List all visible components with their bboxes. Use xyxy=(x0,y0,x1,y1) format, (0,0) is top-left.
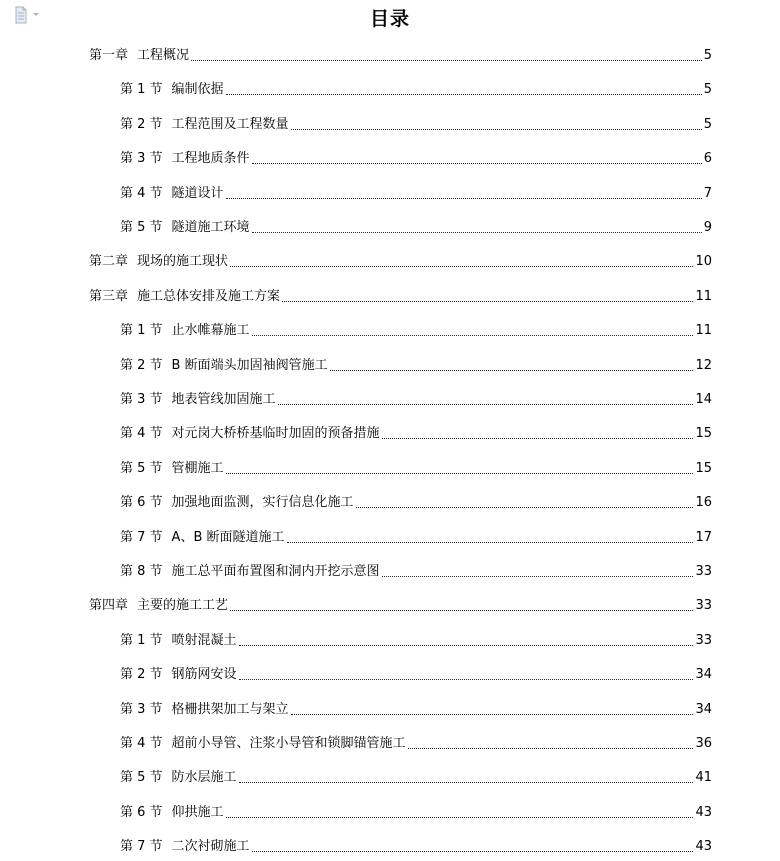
toc-entry[interactable] xyxy=(120,667,712,683)
toc-entry-number: 第 5 节 xyxy=(120,460,163,476)
toc-entry-page: 11 xyxy=(695,288,712,304)
toc-entry-text: 工程范围及工程数量 xyxy=(171,116,289,132)
toc-entry-text: 现场的施工现状 xyxy=(137,254,229,270)
toc-entry-text: 编制依据 xyxy=(171,82,224,98)
toc-entry-text: 施工总平面布置图和洞内开挖示意图 xyxy=(171,564,380,579)
toc-entry-page: 33 xyxy=(695,598,712,614)
toc-entry-page: 14 xyxy=(695,392,712,407)
toc-leader-dots xyxy=(230,266,693,267)
toc-entry[interactable] xyxy=(120,564,712,580)
toc-leader-dots xyxy=(382,576,694,577)
toc-entry[interactable] xyxy=(120,82,712,98)
toc-entry-page: 15 xyxy=(695,460,712,476)
toc-entry-page: 5 xyxy=(703,116,712,132)
toc-entry-number: 第 2 节 xyxy=(120,667,163,683)
toc-entry-text: 止水帷幕施工 xyxy=(171,323,250,339)
toc-entry-number: 第 5 节 xyxy=(120,770,163,786)
toc-entry[interactable] xyxy=(120,770,712,786)
toc-leader-dots xyxy=(382,438,694,439)
toc-entry-number: 第 4 节 xyxy=(120,185,163,201)
toc-entry-page: 10 xyxy=(695,254,712,270)
toc-entry-number: 第 6 节 xyxy=(120,495,163,511)
toc-leader-dots xyxy=(252,851,694,852)
toc-entry[interactable] xyxy=(120,117,712,133)
toc-leader-dots xyxy=(252,163,702,164)
toc-entry-number: 第 6 节 xyxy=(120,804,163,820)
toc-leader-dots xyxy=(226,473,694,474)
toc-entry-number: 第 3 节 xyxy=(120,151,163,167)
toc-leader-dots xyxy=(239,679,694,680)
toc-entry-text: A、B 断面隧道施工 xyxy=(171,529,285,545)
toc-entry-page: 43 xyxy=(695,804,712,820)
toc-entry[interactable] xyxy=(89,254,712,270)
toc-entry-text: 地表管线加固施工 xyxy=(171,392,276,407)
toc-entry-page: 5 xyxy=(703,82,712,98)
toc-entry-text: 仰拱施工 xyxy=(171,804,224,820)
toc-entry-text: 隧道设计 xyxy=(171,185,224,201)
toc-entry-text: 隧道施工环境 xyxy=(171,220,250,235)
toc-entry-text: 超前小导管、注浆小导管和锁脚锚管施工 xyxy=(171,736,406,751)
toc-entry-number: 第 4 节 xyxy=(120,426,163,442)
toc-entry-text: 二次衬砌施工 xyxy=(171,839,250,855)
toc-entry-number: 第 1 节 xyxy=(120,323,163,339)
toc-entry-text: 钢筋网安设 xyxy=(171,667,237,683)
toc-entry[interactable] xyxy=(120,495,712,511)
toc-entry-page: 9 xyxy=(703,220,712,235)
toc-leader-dots xyxy=(282,301,693,302)
toc-entry[interactable] xyxy=(120,426,712,442)
toc-entry-number: 第一章 xyxy=(89,48,129,63)
toc-leader-dots xyxy=(191,60,702,61)
toc-entry[interactable] xyxy=(120,702,712,718)
toc-leader-dots xyxy=(278,404,694,405)
toc-entry-number: 第 4 节 xyxy=(120,736,163,751)
toc-entry-number: 第 2 节 xyxy=(120,116,163,132)
toc-entry-page: 17 xyxy=(695,529,712,545)
toc-leader-dots xyxy=(408,748,694,749)
toc-entry-page: 16 xyxy=(695,495,712,511)
toc-entry-number: 第 3 节 xyxy=(120,392,163,407)
toc-entry-page: 7 xyxy=(703,185,712,201)
toc-leader-dots xyxy=(291,129,702,130)
toc-entry[interactable] xyxy=(120,633,712,649)
toc-entry-page: 12 xyxy=(695,357,712,373)
toc-entry-number: 第 1 节 xyxy=(120,82,163,98)
toc-leader-dots xyxy=(252,232,702,233)
toc-entry[interactable] xyxy=(120,220,712,236)
toc-entry-page: 15 xyxy=(695,426,712,442)
toc-entry[interactable] xyxy=(120,151,712,167)
toc-entry-number: 第 7 节 xyxy=(120,529,163,545)
toc-entry[interactable] xyxy=(120,358,712,374)
toc-leader-dots xyxy=(230,610,693,611)
toc-entry-number: 第四章 xyxy=(89,598,129,614)
toc-entry-text: 工程地质条件 xyxy=(171,151,250,167)
toc-entry-number: 第三章 xyxy=(89,288,129,304)
toc-entry-page: 34 xyxy=(695,701,712,717)
toc-entry[interactable] xyxy=(89,598,712,614)
toc-entry-text: 喷射混凝土 xyxy=(171,632,237,648)
toc-leader-dots xyxy=(252,335,694,336)
toc-entry-number: 第 1 节 xyxy=(120,632,163,648)
toc-entry-text: 加强地面监测，实行信息化施工 xyxy=(171,495,354,511)
toc-entry[interactable] xyxy=(120,461,712,477)
toc-entry-text: 施工总体安排及施工方案 xyxy=(137,288,281,304)
toc-entry-number: 第 5 节 xyxy=(120,220,163,235)
toc-leader-dots xyxy=(226,817,694,818)
toc-entry-text: 工程概况 xyxy=(137,48,190,63)
toc-leader-dots xyxy=(330,370,694,371)
toc-leader-dots xyxy=(291,714,694,715)
toc-entry[interactable] xyxy=(120,805,712,821)
toc-entry-text: B 断面端头加固袖阀管施工 xyxy=(171,357,328,373)
toc-entry-page: 36 xyxy=(695,736,712,751)
toc-leader-dots xyxy=(226,94,702,95)
toc-entry[interactable] xyxy=(120,186,712,202)
toc-entry-number: 第 8 节 xyxy=(120,564,163,579)
toc-entry[interactable] xyxy=(120,530,712,546)
toc-entry-text: 格栅拱架加工与架立 xyxy=(171,701,289,717)
toc-leader-dots xyxy=(356,507,694,508)
toc-entry-page: 33 xyxy=(695,564,712,579)
toc-entry-number: 第 2 节 xyxy=(120,357,163,373)
toc-entry-number: 第二章 xyxy=(89,254,129,270)
toc-title: 目录 xyxy=(369,8,410,30)
toc-entry[interactable] xyxy=(89,48,712,64)
toc-entry-page: 41 xyxy=(695,770,712,786)
toc-entry-text: 防水层施工 xyxy=(171,770,237,786)
toc-entry[interactable] xyxy=(89,289,712,305)
toc-entry-page: 34 xyxy=(695,667,712,683)
toc-entry-page: 43 xyxy=(695,839,712,855)
toc-entry-text: 管棚施工 xyxy=(171,460,224,476)
toc-leader-dots xyxy=(239,782,694,783)
toc-entry-text: 对元岗大桥桥基临时加固的预备措施 xyxy=(171,426,380,442)
toc-entry-page: 6 xyxy=(703,151,712,167)
toc-entry-text: 主要的施工工艺 xyxy=(137,598,229,614)
toc-leader-dots xyxy=(226,198,702,199)
toc-entry-page: 5 xyxy=(703,48,712,63)
toc-entry-number: 第 7 节 xyxy=(120,839,163,855)
toc-entry[interactable] xyxy=(120,736,712,752)
toc-entry-page: 11 xyxy=(695,323,712,339)
toc-entry[interactable] xyxy=(120,392,712,408)
toc-leader-dots xyxy=(287,542,694,543)
toc-entry-number: 第 3 节 xyxy=(120,701,163,717)
toc-entry[interactable] xyxy=(120,839,712,855)
toc-entry-page: 33 xyxy=(695,632,712,648)
toc-entry[interactable] xyxy=(120,323,712,339)
toc-leader-dots xyxy=(239,645,694,646)
